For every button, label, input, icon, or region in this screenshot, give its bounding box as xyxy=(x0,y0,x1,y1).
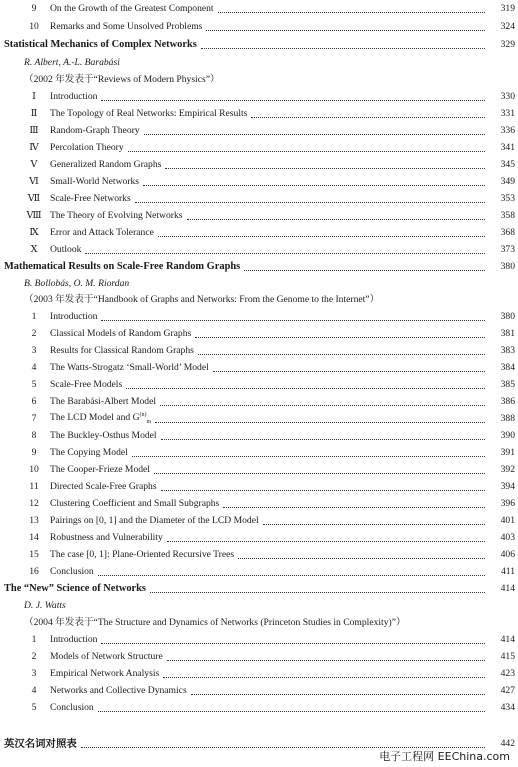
toc-entry-title xyxy=(46,513,259,529)
toc-entry-number: 16 xyxy=(29,566,39,577)
dot-leader xyxy=(154,472,485,474)
toc-entry-title-text: The Copying Model xyxy=(50,447,128,458)
toc-entry-title xyxy=(0,259,240,275)
toc-entry[interactable] xyxy=(0,632,518,648)
toc-section-heading[interactable] xyxy=(0,37,518,53)
toc-publication-note: （2002 年发表于“Reviews of Modern Physics”） xyxy=(24,74,220,85)
toc-page-number: 388 xyxy=(500,413,515,424)
toc-page-number: 368 xyxy=(500,227,515,238)
toc-entry-number: 5 xyxy=(31,379,37,390)
toc-entry-number: 2 xyxy=(31,328,37,339)
toc-entry[interactable] xyxy=(0,513,518,529)
toc-page-number: 385 xyxy=(500,379,515,390)
dot-leader xyxy=(126,387,485,389)
toc-entry-title xyxy=(46,89,97,105)
toc-entry-title xyxy=(46,496,219,512)
toc-entry-title-text: Results for Classical Random Graphs xyxy=(50,345,194,356)
toc-entry-title-text: The Barabási-Albert Model xyxy=(50,396,157,407)
toc-page-number: 434 xyxy=(500,702,515,713)
toc-entry-title-text: Random-Graph Theory xyxy=(50,125,140,136)
toc-page-number: 319 xyxy=(500,3,515,14)
toc-entry-title xyxy=(46,649,163,665)
toc-entry-title-text: Introduction xyxy=(50,311,98,322)
dot-leader xyxy=(238,557,485,559)
toc-entry-title xyxy=(46,326,191,342)
toc-entry-number: 3 xyxy=(31,668,37,679)
toc-page-number: 331 xyxy=(500,108,515,119)
toc-entry[interactable] xyxy=(0,360,518,376)
toc-page-number: 406 xyxy=(500,549,515,560)
toc-page-number: 390 xyxy=(500,430,515,441)
toc-entry-title-text: 英汉名词对照表 xyxy=(4,738,77,750)
toc-entry-title xyxy=(46,700,94,716)
toc-page-number: 384 xyxy=(500,362,515,373)
dot-leader xyxy=(263,523,485,525)
toc-author: B. Bollobás, O. M. Riordan xyxy=(24,278,130,289)
toc-entry-title-text: Models of Network Structure xyxy=(50,651,163,662)
toc-entry-title xyxy=(46,242,81,258)
dot-leader xyxy=(158,235,485,237)
toc-page-number: 396 xyxy=(500,498,515,509)
toc-page-number: 427 xyxy=(500,685,515,696)
toc-entry[interactable] xyxy=(0,191,518,207)
toc-entry-number: Ⅵ xyxy=(29,176,39,187)
toc-entry-title-text: Introduction xyxy=(50,634,98,645)
toc-entry[interactable] xyxy=(0,445,518,461)
toc-entry-number: 10 xyxy=(29,464,39,475)
dot-leader xyxy=(101,642,485,644)
toc-entry-title xyxy=(46,208,183,224)
dot-leader xyxy=(251,116,485,118)
toc-entry[interactable] xyxy=(0,343,518,359)
toc-entry-title-text: On the Growth of the Greatest Component xyxy=(50,3,214,14)
toc-entry-title-text: Scale-Free Models xyxy=(50,379,123,390)
toc-entry[interactable] xyxy=(0,547,518,563)
toc-page-number: 394 xyxy=(500,481,515,492)
toc-entry-title-text: The Topology of Real Networks: Empirical Results xyxy=(50,108,248,119)
toc-publication-note: （2003 年发表于“Handbook of Graphs and Networks: From the Genome to the Internet”） xyxy=(24,294,380,305)
toc-entry-title-text: Small-World Networks xyxy=(50,176,140,187)
toc-entry-title xyxy=(0,37,197,53)
toc-section-heading[interactable] xyxy=(0,259,518,275)
toc-entry-title xyxy=(46,360,209,376)
toc-entry-title xyxy=(0,736,77,752)
toc-entry-number: 12 xyxy=(29,498,39,509)
toc-entry-title-text: Classical Models of Random Graphs xyxy=(50,328,192,339)
toc-entry[interactable] xyxy=(0,496,518,512)
toc-page-number: 329 xyxy=(500,39,515,50)
toc-entry-number: 10 xyxy=(29,21,39,32)
toc-entry-title xyxy=(46,445,128,461)
dot-leader xyxy=(223,506,485,508)
toc-page-number: 392 xyxy=(500,464,515,475)
toc-entry-number: 6 xyxy=(31,396,37,407)
toc-page-number: 391 xyxy=(500,447,515,458)
toc-entry-number: Ⅲ xyxy=(29,125,39,136)
toc-entry-number: 2 xyxy=(31,651,37,662)
toc-entry-number: 13 xyxy=(29,515,39,526)
toc-entry-number: 3 xyxy=(31,345,37,356)
toc-page-number: 380 xyxy=(500,261,515,272)
toc-entry-number: Ⅳ xyxy=(29,142,39,153)
toc-entry-title xyxy=(46,1,214,17)
toc-section-heading[interactable] xyxy=(0,581,518,597)
toc-entry-number: 15 xyxy=(29,549,39,560)
toc-entry-title-text: Error and Attack Tolerance xyxy=(50,227,154,238)
toc-entry[interactable] xyxy=(0,19,518,35)
toc-entry-title-text: Conclusion xyxy=(50,702,94,713)
dot-leader xyxy=(201,47,485,49)
toc-entry-number: Ⅴ xyxy=(30,159,38,170)
toc-page-number: 353 xyxy=(500,193,515,204)
dot-leader xyxy=(160,404,485,406)
dot-leader xyxy=(195,336,485,338)
toc-page-number: 345 xyxy=(500,159,515,170)
toc-entry-title xyxy=(46,140,124,156)
toc-entry-number: 1 xyxy=(31,311,37,322)
toc-entry-number: Ⅶ xyxy=(27,193,41,204)
toc-entry-number: Ⅸ xyxy=(29,227,39,238)
toc-page-number: 336 xyxy=(500,125,515,136)
toc-entry-title xyxy=(46,632,97,648)
toc-page-number: 415 xyxy=(500,651,515,662)
toc-entry[interactable] xyxy=(0,462,518,478)
toc-entry-number: Ⅹ xyxy=(30,244,38,255)
toc-entry-title xyxy=(46,530,163,546)
toc-entry-number: 8 xyxy=(31,430,37,441)
toc-entry-title xyxy=(46,309,97,325)
dot-leader xyxy=(98,574,485,576)
dot-leader xyxy=(135,201,485,203)
dot-leader xyxy=(155,421,485,423)
toc-entry[interactable] xyxy=(0,377,518,393)
toc-entry-title-text: Networks and Collective Dynamics xyxy=(50,685,187,696)
toc-page-number: 401 xyxy=(500,515,515,526)
toc-page-number: 414 xyxy=(500,583,515,594)
toc-entry-title xyxy=(46,343,194,359)
toc-entry-title xyxy=(46,428,157,444)
toc-entry[interactable] xyxy=(0,174,518,190)
toc-entry[interactable] xyxy=(0,123,518,139)
toc-page-number: 442 xyxy=(500,738,515,749)
toc-page-number: 423 xyxy=(500,668,515,679)
toc-entry-title-text: The Cooper-Frieze Model xyxy=(50,464,150,475)
toc-page-number: 373 xyxy=(500,244,515,255)
toc-entry-title-text: Pairings on [0, 1] and the Diameter of the LCD Model xyxy=(50,515,259,526)
dot-leader xyxy=(244,269,485,271)
dot-leader xyxy=(101,99,485,101)
toc-entry[interactable] xyxy=(0,428,518,444)
toc-entry-title-text: The LCD Model and G xyxy=(50,412,140,424)
toc-entry[interactable] xyxy=(0,157,518,173)
toc-entry[interactable] xyxy=(0,309,518,325)
toc-entry-title xyxy=(46,191,131,207)
toc-entry-number: 7 xyxy=(31,413,37,424)
toc-page-number: 403 xyxy=(500,532,515,543)
toc-entry-title-text: Statistical Mechanics of Complex Networks xyxy=(4,39,197,50)
toc-entry-number: 11 xyxy=(29,481,39,492)
toc-entry-title xyxy=(46,174,139,190)
toc-entry-title xyxy=(46,19,202,35)
toc-page-number: 380 xyxy=(500,311,515,322)
dot-leader xyxy=(198,353,485,355)
toc-entry[interactable] xyxy=(0,700,518,716)
dot-leader xyxy=(132,455,485,457)
toc-entry-title-text: Conclusion xyxy=(50,566,94,577)
toc-entry-title xyxy=(46,462,150,478)
dot-leader xyxy=(161,489,485,491)
toc-entry-title-text: Robustness and Vulnerability xyxy=(50,532,163,543)
toc-entry-number: 1 xyxy=(31,634,37,645)
dot-leader xyxy=(206,29,485,31)
dot-leader xyxy=(98,710,485,712)
toc-entry-title xyxy=(46,225,154,241)
toc-author: D. J. Watts xyxy=(24,600,66,611)
dot-leader xyxy=(161,438,485,440)
toc-entry-title-text: Mathematical Results on Scale-Free Random Graphs xyxy=(4,261,241,272)
toc-page-number: 411 xyxy=(500,566,515,577)
toc-entry[interactable] xyxy=(0,649,518,665)
toc-page-number: 386 xyxy=(500,396,515,407)
toc-entry-number: 4 xyxy=(31,362,37,373)
dot-leader xyxy=(101,319,485,321)
toc-page-number: 383 xyxy=(500,345,515,356)
toc-entry-number: Ⅷ xyxy=(26,210,42,221)
title-subscript: m xyxy=(146,419,152,426)
toc-entry-title-text: The case [0, 1]: Plane-Oriented Recursive Trees xyxy=(50,549,235,560)
dot-leader xyxy=(150,591,485,593)
toc-entry-title-text: Remarks and Some Unsolved Problems xyxy=(50,21,203,32)
toc-page-number: 381 xyxy=(500,328,515,339)
toc-entry-title xyxy=(46,123,140,139)
toc-page-number: 330 xyxy=(500,91,515,102)
dot-leader xyxy=(128,150,485,152)
toc-author: R. Albert, A.-L. Barabási xyxy=(24,57,120,68)
toc-entry-number: 4 xyxy=(31,685,37,696)
toc-entry[interactable] xyxy=(0,140,518,156)
dot-leader xyxy=(143,184,485,186)
toc-entry-title-text: Generalized Random Graphs xyxy=(50,159,162,170)
dot-leader xyxy=(187,218,485,220)
toc-entry-title-text: Clustering Coefficient and Small Subgraphs xyxy=(50,498,220,509)
toc-entry-title xyxy=(46,564,94,580)
toc-entry-number: Ⅱ xyxy=(30,108,38,119)
toc-entry-title-text: Introduction xyxy=(50,91,98,102)
toc-entry-title xyxy=(46,547,234,563)
dot-leader xyxy=(167,540,485,542)
toc-entry-number: 9 xyxy=(31,3,37,14)
dot-leader xyxy=(85,252,485,254)
toc-page-number: 324 xyxy=(500,21,515,32)
toc-entry[interactable] xyxy=(0,89,518,105)
toc-entry[interactable] xyxy=(0,530,518,546)
toc-entry-number: Ⅰ xyxy=(32,91,36,102)
toc-page-number: 358 xyxy=(500,210,515,221)
toc-entry-title xyxy=(0,581,146,597)
toc-entry[interactable] xyxy=(0,479,518,495)
toc-entry[interactable] xyxy=(0,242,518,258)
toc-page-number: 414 xyxy=(500,634,515,645)
dot-leader xyxy=(144,133,485,135)
toc-entry-title-text: Empirical Network Analysis xyxy=(50,668,160,679)
toc-entry-title xyxy=(46,157,161,173)
toc-entry[interactable] xyxy=(0,225,518,241)
dot-leader xyxy=(191,693,485,695)
toc-publication-note: （2004 年发表于“The Structure and Dynamics of Networks (Princeton Studies in Complexity)”） xyxy=(24,617,406,628)
toc-entry-title xyxy=(46,683,187,699)
toc-entry[interactable] xyxy=(0,326,518,342)
toc-entry-title-text: Directed Scale-Free Graphs xyxy=(50,481,157,492)
toc-entry-number: 9 xyxy=(31,447,37,458)
toc-entry[interactable] xyxy=(0,683,518,699)
dot-leader xyxy=(165,167,485,169)
toc-page-number: 349 xyxy=(500,176,515,187)
dot-leader xyxy=(218,11,485,13)
toc-entry[interactable] xyxy=(0,1,518,17)
toc-entry-title xyxy=(46,479,157,495)
toc-entry-title-text: The “New” Science of Networks xyxy=(4,583,146,594)
toc-entry[interactable] xyxy=(0,208,518,224)
toc-entry-title xyxy=(46,106,247,122)
dot-leader xyxy=(167,659,485,661)
toc-entry-title-text: Outlook xyxy=(50,244,82,255)
toc-entry-title xyxy=(46,377,122,393)
toc-entry-title-text: The Theory of Evolving Networks xyxy=(50,210,183,221)
toc-entry[interactable] xyxy=(0,564,518,580)
dot-leader xyxy=(163,676,485,678)
toc-entry-title-text: The Buckley-Osthus Model xyxy=(50,430,157,441)
toc-entry[interactable] xyxy=(0,411,518,427)
toc-entry-title-text: Scale-Free Networks xyxy=(50,193,131,204)
toc-page-number: 341 xyxy=(500,142,515,153)
toc-entry-number: 5 xyxy=(31,702,37,713)
toc-entry-title xyxy=(46,666,159,682)
toc-entry-title-text: The Watts-Strogatz ‘Small-World’ Model xyxy=(50,362,209,373)
toc-entry[interactable] xyxy=(0,106,518,122)
toc-entry-title-text: Percolation Theory xyxy=(50,142,124,153)
toc-entry-number: 14 xyxy=(29,532,39,543)
watermark: 电子工程网 EEChina.com xyxy=(379,750,510,763)
dot-leader xyxy=(213,370,485,372)
title-superscript: (n) xyxy=(139,412,147,419)
toc-entry[interactable] xyxy=(0,666,518,682)
